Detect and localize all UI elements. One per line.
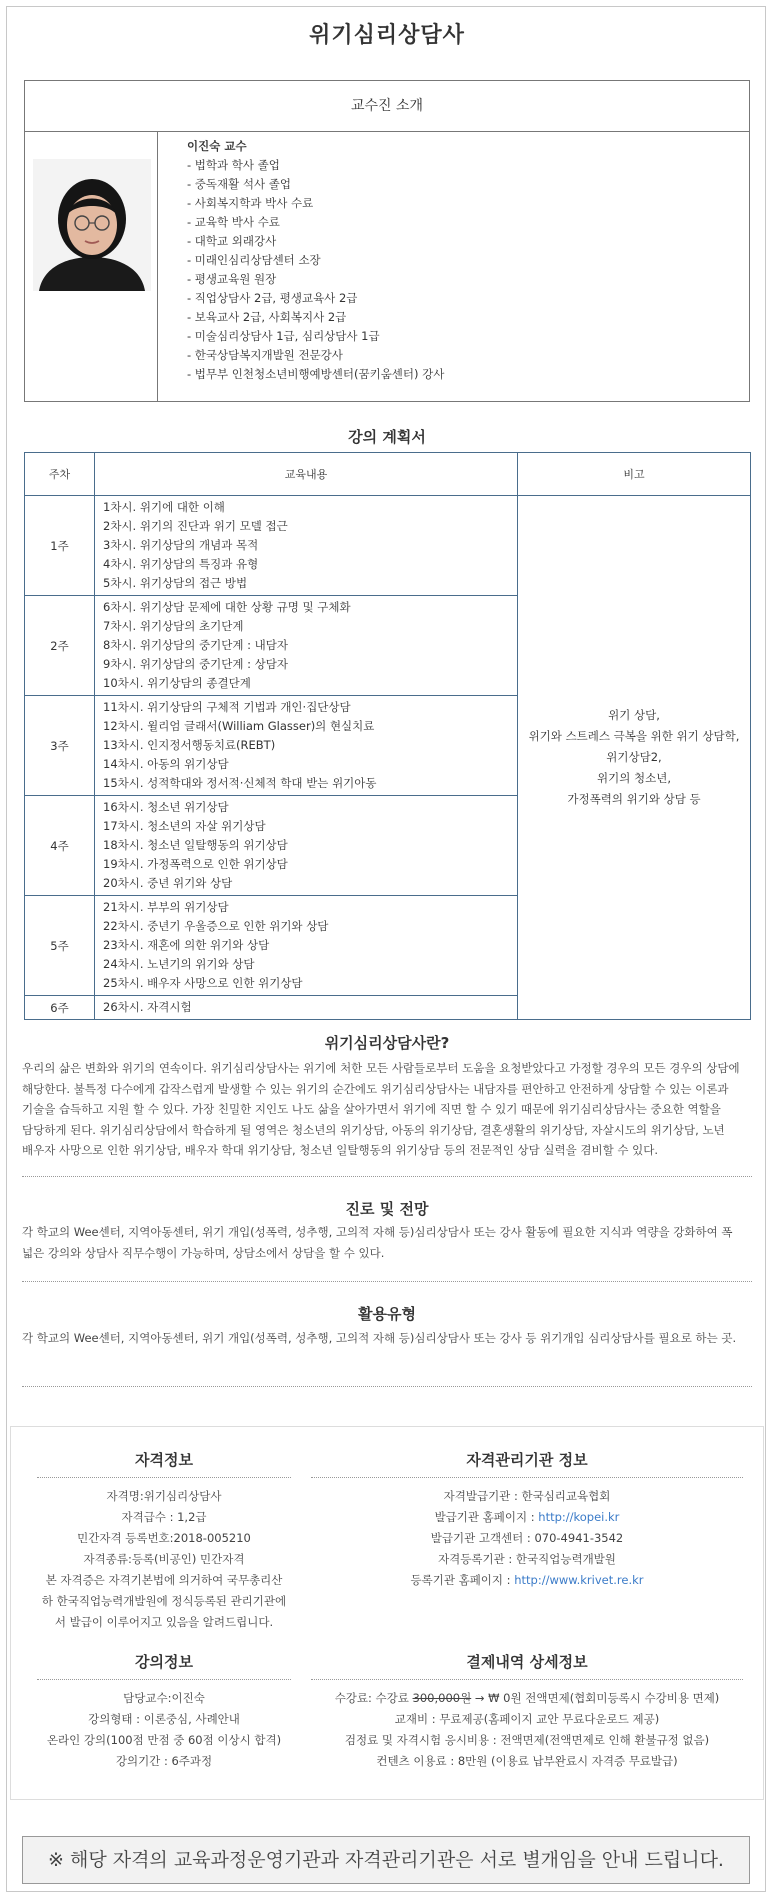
lesson: 15차시. 성적학대와 정서적·신체적 학대 받는 위기아동 (103, 776, 377, 790)
fee-suffix: → ₩ 0원 전액면제(협회미등록시 수강비용 면제) (471, 1691, 720, 1705)
fee-prefix: 수강료: 수강료 (334, 1691, 413, 1705)
qualification-line: 자격명:위기심리상담사 (106, 1489, 222, 1503)
week-cell: 5주 (25, 896, 95, 996)
payment-lines (311, 1680, 743, 1772)
payment-title: 결제내역 상세정보 (311, 1651, 743, 1680)
plan-header-content: 교육내용 (95, 453, 518, 496)
faculty-photo-cell (25, 131, 158, 401)
lesson: 17차시. 청소년의 자살 위기상담 (103, 819, 266, 833)
qualification-line: 본 자격증은 자격기본법에 의거하여 국무총리산 (45, 1573, 283, 1587)
faculty-item: - 교육학 박사 수료 (187, 215, 280, 229)
notice-banner: ※ 해당 자격의 교육과정운영기관과 자격관리기관은 서로 별개임을 안내 드립니다. (22, 1836, 750, 1884)
week-cell: 2주 (25, 596, 95, 696)
lecture-line: 강의형태 : 이론중심, 사례안내 (88, 1712, 240, 1726)
agency-title: 자격관리기관 정보 (311, 1449, 743, 1478)
issuer-site-link[interactable]: http://kopei.kr (538, 1510, 620, 1524)
lecture-line: 담당교수:이진숙 (123, 1691, 205, 1705)
registrar-site-link[interactable]: http://www.krivet.re.kr (514, 1573, 644, 1587)
lesson: 14차시. 아동의 위기상담 (103, 757, 229, 771)
plan-header-row (25, 453, 751, 496)
agency-info (311, 1449, 743, 1591)
agency-lines (311, 1478, 743, 1591)
lesson: 7차시. 위기상담의 초기단계 (103, 619, 244, 633)
faculty-item: - 대학교 외래강사 (187, 234, 277, 248)
lesson: 12차시. 윌리엄 글래서(William Glasser)의 현실치료 (103, 719, 375, 733)
faculty-section (24, 80, 750, 402)
fee-line (311, 1688, 743, 1709)
lesson-cell (95, 796, 518, 896)
plan-title: 강의 계획서 (348, 428, 426, 446)
qualification-title: 자격정보 (37, 1449, 291, 1478)
career-title: 진로 및 전망 (345, 1200, 429, 1218)
plan-table (24, 452, 751, 1020)
qualification-line: 하 한국직업능력개발원에 정식등록된 관리기관에 (41, 1594, 287, 1608)
remark-line: 가정폭력의 위기와 상담 등 (567, 792, 701, 806)
lesson: 19차시. 가정폭력으로 인한 위기상담 (103, 857, 288, 871)
lesson-cell (95, 596, 518, 696)
faculty-info (187, 137, 444, 384)
lecture-line: 강의기간 : 6주과정 (115, 1754, 213, 1768)
divider (22, 1386, 752, 1387)
qualification-line: 자격급수 : 1,2급 (121, 1510, 207, 1524)
faculty-item: - 직업상담사 2급, 평생교육사 2급 (187, 291, 358, 305)
divider (22, 1281, 752, 1282)
faculty-item: - 미술심리상담사 1급, 심리상담사 1급 (187, 329, 380, 343)
lesson-cell (95, 696, 518, 796)
week-cell: 4주 (25, 796, 95, 896)
usage-title: 활용유형 (358, 1305, 416, 1323)
lesson: 4차시. 위기상담의 특징과 유형 (103, 557, 259, 571)
remark-line: 위기와 스트레스 극복을 위한 위기 상담학, (528, 729, 740, 743)
lesson: 23차시. 재혼에 의한 위기와 상담 (103, 938, 270, 952)
lesson: 10차시. 위기상담의 종결단계 (103, 676, 251, 690)
plan-header-week: 주차 (25, 453, 95, 496)
fee-original: 300,000원 (412, 1691, 472, 1705)
lesson: 13차시. 인지정서행동치료(REBT) (103, 738, 276, 752)
faculty-heading: 교수진 소개 (25, 81, 749, 132)
payment-info (311, 1651, 743, 1772)
faculty-item: - 중독재활 석사 졸업 (187, 177, 291, 191)
lesson: 25차시. 배우자 사망으로 인한 위기상담 (103, 976, 303, 990)
lecture-line: 온라인 강의(100점 만점 중 60점 이상시 합격) (46, 1733, 282, 1747)
lesson: 21차시. 부부의 위기상담 (103, 900, 229, 914)
lesson: 26차시. 자격시험 (103, 1000, 192, 1014)
lesson-cell (95, 896, 518, 996)
divider (22, 1176, 752, 1177)
remark-line: 위기 상담, (608, 708, 660, 722)
week-cell: 3주 (25, 696, 95, 796)
lesson: 24차시. 노년기의 위기와 상담 (103, 957, 255, 971)
remark-line: 위기상담2, (606, 750, 662, 764)
career-text: 각 학교의 Wee센터, 지역아동센터, 위기 개입(성폭력, 성추행, 고의적 자해 등)심리상담사 또는 강사 활동에 필요한 지식과 역량을 강화하여 폭 넓은 강의와 상담사 직무수행이 가능하며, 상담소에서 상담을 할 수 있다. (22, 1225, 733, 1260)
issuer-line: 자격발급기관 : 한국심리교육협회 (443, 1489, 611, 1503)
plan-row (25, 496, 751, 596)
lesson: 2차시. 위기의 진단과 위기 모델 접근 (103, 519, 288, 533)
page-title: 위기심리상담사 (309, 23, 465, 48)
faculty-item: - 법무부 인천청소년비행예방센터(꿈키움센터) 강사 (187, 367, 445, 381)
lesson: 5차시. 위기상담의 접근 방법 (103, 576, 248, 590)
usage-text: 각 학교의 Wee센터, 지역아동센터, 위기 개입(성폭력, 성추행, 고의적 자해 등)심리상담사 또는 강사 등 위기개입 심리상담사를 필요로 하는 곳. (22, 1331, 737, 1345)
lesson: 3차시. 위기상담의 개념과 목적 (103, 538, 259, 552)
faculty-name: 이진숙 교수 (187, 139, 247, 153)
issuer-phone-line: 발급기관 고객센터 : 070-4941-3542 (430, 1531, 624, 1545)
lesson: 20차시. 중년 위기와 상담 (103, 876, 233, 890)
payment-line: 교재비 : 무료제공(홈페이지 교안 무료다운로드 제공) (394, 1712, 660, 1726)
lesson: 18차시. 청소년 일탈행동의 위기상담 (103, 838, 288, 852)
faculty-item: - 법학과 학사 졸업 (187, 158, 280, 172)
lesson-cell (95, 996, 518, 1020)
faculty-item: - 평생교육원 원장 (187, 272, 277, 286)
faculty-item: - 미래인심리상담센터 소장 (187, 253, 321, 267)
issuer-site-label: 발급기관 홈페이지 : (434, 1510, 539, 1524)
lecture-info (37, 1651, 291, 1772)
payment-line: 컨텐츠 이용료 : 8만원 (이용료 납부완료시 자격증 무료발급) (376, 1754, 678, 1768)
remark-cell (518, 496, 751, 1020)
faculty-photo (33, 159, 151, 291)
about-text: 우리의 삶은 변화와 위기의 연속이다. 위기심리상담사는 위기에 처한 모든 사람들로부터 도움을 요청받았다고 가정할 경우의 모든 경우의 상담에 해당한다. 불특정 다수에게 갑작스럽게 발생할 수 있는 위기의 순간에도 위기심리상담사는 내담자를 편안하고 안전하게 상담할 수 있는 이론과 기술을 습득하고 지원 할 수 있다. 가장 친밀한 지인도 나도 삶을 살아가면서 위기에 직면 할 수 있기 때문에 위기심리상담사는 중요한 역할을 담당하게 된다. 위기심리상담에서 학습하게 될 영역은 청소년의 위기상담, 아동의 위기상담, 결혼생활의 위기상담, 자살시도의 위기상담, 노년 배우자 사망으로 인한 위기상담, 배우자 학대 위기상담, 청소년 일탈행동의 위기상담 등의 전문적인 상담 실력을 겸비할 수 있다. (22, 1061, 740, 1157)
lesson: 9차시. 위기상담의 중기단계 : 상담자 (103, 657, 288, 671)
qualification-line: 자격종류:등록(비공인) 민간자격 (83, 1552, 245, 1566)
info-box (10, 1426, 764, 1800)
week-cell: 1주 (25, 496, 95, 596)
qualification-info (37, 1449, 291, 1633)
faculty-item: - 보육교사 2급, 사회복지사 2급 (187, 310, 347, 324)
lecture-lines (37, 1680, 291, 1772)
remark-line: 위기의 청소년, (597, 771, 671, 785)
lecture-title: 강의정보 (37, 1651, 291, 1680)
qualification-line: 민간자격 등록번호:2018-005210 (77, 1531, 251, 1545)
week-cell: 6주 (25, 996, 95, 1020)
qualification-lines (37, 1478, 291, 1633)
registrar-site-line (311, 1570, 743, 1591)
lesson: 6차시. 위기상담 문제에 대한 상황 규명 및 구체화 (103, 600, 351, 614)
lesson: 16차시. 청소년 위기상담 (103, 800, 229, 814)
registrar-site-label: 등록기관 홈페이지 : (410, 1573, 515, 1587)
lesson: 11차시. 위기상담의 구체적 기법과 개인·집단상담 (103, 700, 351, 714)
about-title: 위기심리상담사란? (324, 1034, 450, 1052)
qualification-line: 서 발급이 이루어지고 있음을 알려드립니다. (54, 1615, 274, 1629)
issuer-site-line (311, 1507, 743, 1528)
faculty-item: - 사회복지학과 박사 수료 (187, 196, 314, 210)
lesson-cell (95, 496, 518, 596)
registrar-line: 자격등록기관 : 한국직업능력개발원 (438, 1552, 616, 1566)
plan-header-remark: 비고 (518, 453, 751, 496)
payment-line: 검정료 및 자격시험 응시비용 : 전액면제(전액면제로 인해 환불규정 없음) (344, 1733, 710, 1747)
lesson: 8차시. 위기상담의 중기단계 : 내담자 (103, 638, 288, 652)
faculty-item: - 한국상담복지개발원 전문강사 (187, 348, 343, 362)
lesson: 1차시. 위기에 대한 이해 (103, 500, 225, 514)
lesson: 22차시. 중년기 우울증으로 인한 위기와 상담 (103, 919, 329, 933)
